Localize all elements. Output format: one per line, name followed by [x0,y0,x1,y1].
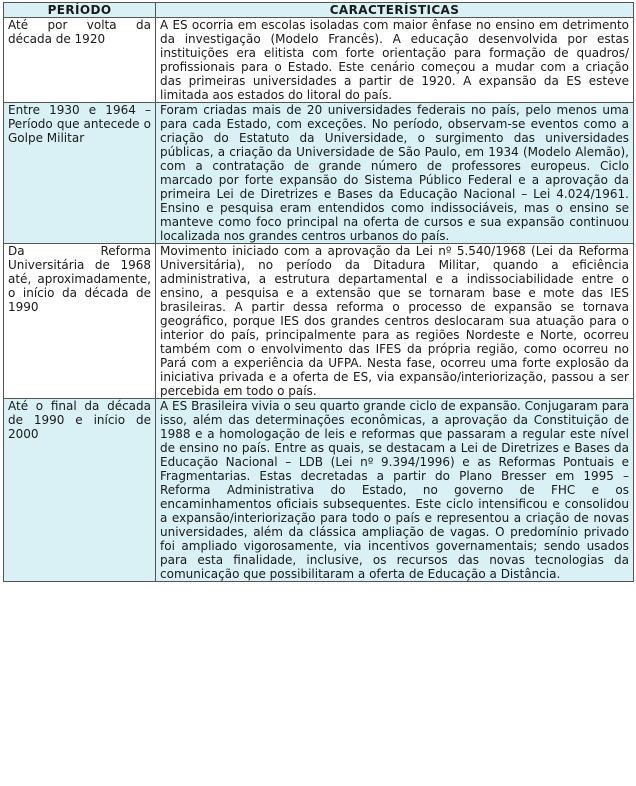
header-period: PERÍODO [4,3,156,18]
header-row [4,3,634,18]
table-row [4,103,634,244]
period-cell: Entre 1930 e 1964 – Período que antecede o Golpe Militar [4,103,156,244]
description-cell: Movimento iniciado com a aprovação da Lei nº 5.540/1968 (Lei da Reforma Universitária), no período da Ditadura Militar, quando a eficiência administrativa, a estrutura departamental e a indissociabilidade entre o ensino, a pesquisa e a extensão que se tornaram base e mote das IES brasileiras. A partir dessa reforma o processo de expansão se tornava geográfico, porque IES dos grandes centros deslocaram sua atuação para o interior do país, principalmente para as regiões Nordeste e Norte, ocorreu também com o envolvimento das IFES da própria região, como ocorreu no Pará com a experiência da UFPA. Nesta fase, ocorreu uma forte explosão da iniciativa privada e a oferta de ES, via expansão/interiorização, passou a ser percebida em todo o país. [156,244,634,399]
header-characteristics: CARACTERÍSTICAS [156,3,634,18]
description-cell: Foram criadas mais de 20 universidades federais no país, pelo menos uma para cada Estado, com exceções. No período, observam-se eventos como a criação do Estatuto da Universidade, o surgimento das universidades públicas, a criação da Universidade de São Paulo, em 1934 (Modelo Alemão), com a contratação de grande número de professores europeus. Ciclo marcado por forte expansão do Sistema Público Federal e a aprovação da primeira Lei de Diretrizes e Bases da Educação Nacional – Lei 4.024/1961. Ensino e pesquisa eram entendidos como indissociáveis, mas o ensino se manteve como foco principal na oferta de cursos e sua expansão continuou localizada nos grandes centros urbanos do país. [156,103,634,244]
description-cell: A ES Brasileira vivia o seu quarto grande ciclo de expansão. Conjugaram para isso, além das determinações econômicas, a aprovação da Constituição de 1988 e a homologação de leis e reformas que passaram a regular este nível de ensino no país. Entre as quais, se destacam a Lei de Diretrizes e Bases da Educação Nacional – LDB (Lei nº 9.394/1996) e as Reformas Pontuais e Fragmentarias. Estas decretadas a partir do Plano Bresser em 1995 – Reforma Administrativa do Estado, no governo de FHC e os encaminhamentos oficiais subsequentes. Este ciclo intensificou e consolidou a expansão/interiorização para todo o país e representou a criação de novas universidades, além da clássica ampliação de vagas. O predomínio privado foi ampliado vigorosamente, via incentivos governamentais; sendo usados para esta finalidade, inclusive, os recursos das novas tecnologias da comunicação que possibilitaram a oferta de Educação a Distância. [156,399,634,582]
table-row [4,399,634,582]
period-cell: Até por volta da década de 1920 [4,18,156,103]
description-cell: A ES ocorria em escolas isoladas com maior ênfase no ensino em detrimento da investigação (Modelo Francês). A educação desenvolvida por estas instituições era elitista com forte orientação para formação de quadros/ profissionais para o Estado. Este cenário começou a mudar com a criação das primeiras universidades a partir de 1920. A expansão da ES esteve limitada aos estados do litoral do país. [156,18,634,103]
period-cell: Até o final da década de 1990 e início de 2000 [4,399,156,582]
table-row [4,244,634,399]
period-cell: Da Reforma Universitária de 1968 até, aproximadamente, o início da década de 1990 [4,244,156,399]
table-row [4,18,634,103]
periods-table [3,2,634,582]
